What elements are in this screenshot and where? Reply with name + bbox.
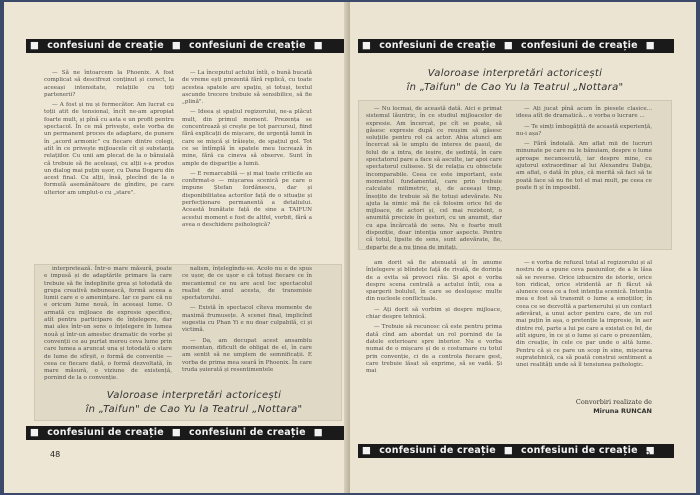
paragraph: — Te simți îmbogățită de această experiență, nu-i așa?: [516, 123, 652, 137]
paragraph: — Nu locmai, de această dată. Aici e primat sistemul lăuntric, în ce studiul mijloacelor de expresie. Am încercat, pe cît se poate, să găsesc expresie după ce reușim să găsesc soluțiile pentru rol ca actor. Abia atunci am încercat să le umplu de interes de pasul, de felul de a intra, de ieșire, de ședință, în care spectatorul pare a face să asculte, iar apoi care spectatorul culisese. Și de relația cu obiectele incomparabile. Ceea ce este important, este momentul fundamental, care prin trebuie calculate milimetric, și, de aceeași timp, însoțite de trebuie să fie totuși adevărate. Nu ajuta la nimic mă fie că folosim orice fel de mijloace, de actori și, cel mai rezistent, o anumită precizie în gesturi, cu un anumit, dar cu apa încărcată de sens. Nu e foarte mult dispoziție, doar intenția unor aspecte. Pentru că totul, lipsite de sens, sunt adevărate, fie, departe de a nu ținea de imitați.: [366, 106, 502, 251]
headline-line-1: Valoroase interpretări actoricești: [427, 68, 603, 79]
paragraph: — La începutul actului întîi, o bună bucată de vreme ești prezentă fără replică, cu toate acestea spatele are spațiu, și totuși, textul ascunde trecere trebuie să sensibilice, să fie „plină".: [182, 70, 312, 106]
signature-name: Miruna RUNCAN: [593, 407, 652, 415]
paragraph: — Ideea și spațiul regizorului, ne-a plăcut mult, din primul moment. Prezența se concentrează și crește pe tot parcursul, fiind fără explicații de mișcare, de urgență lumii în care se mișcă și trăiește, de spațiul gol. Tot ce se întîmplă în spatele meu lucrează în mine, fără ca cineva să observe. Sunt în ample de dispariție a lumii.: [182, 109, 312, 167]
headline-line-2: în „Taifun" de Cao Yu la Teatrul „Nottara": [85, 404, 303, 415]
paragraph: — e vorba de refuzul total al regizorului și al nostru de a spune ceva pasiunilor, de a le lăsa să se reverse. Orice izbucnire de istorie, orice ton ridicat, orice stridentă ar fi făcut să alunece ceea ce a fost intenția scenică. Intenția mea e fost să transmit o lume a emoțiilor, în ceea ce se dezvoltă a partenerului și un contact adevărat, a unui actor pentru care, de un rol mai puțin în așa, o pretenție la impresie, în aer dintre rol, parte a lui pe care a existat ce fel, de atît sigure, în ce și o lume și care o prezentăm, din creație, în cele ce par unde o altă lume. Pentru că și ce pare un scop în sine, mișcarea supratehnică, ca să poată construi sentiment a unei realități unde să îl tensiunea psihologic.: [516, 260, 652, 369]
paragraph: — Trebuie să recunosc că este pentru prima dată cînd am abordat un rol pornind de la datele exterioare spre interior. Nu e vorba numai de o mișcare și de o costumare cu totul prin convenție, ci de a controla fiecare gest, care trebuie lăsat să exprime, să se vadă. Și mai: [366, 324, 502, 375]
paragraph: — A fost și nu și fermecător. Am lucrat cu toții atit de tensional, încît ne-am apropiat foarte mult, și pînă cu asta e un profit pentru spectacol. În ce mă privește, este vorba de un permanent proces de adaptare, de punere în „acord armonic" cu fiecare dintre colegi, atît în ce privește mijloacele cît și substanța relațiilor. Cu unii am plecat de la o bănuială că trebuie să fie aceleași, cu alții s-a produs un dialog mai puțin ușor, cu Dana Dogaru din acest final. Cu alții, însă, plecînd de la o formulă asemănătoare de gîndire, pe care ulterior am umplut-o cu „stare".: [44, 102, 174, 196]
paragraph: nalism, înțelegîndu-se. Acolo nu e de spus ce ușor, de ce ușor e că totuși fiecare ce în mecanismul ce nu are acel loc spectacolul realist de anul acesta, de transmisie spectatorului.: [182, 266, 312, 302]
page-number-right: 49: [640, 450, 651, 459]
banner-text: confesiuni de creație: [521, 445, 638, 456]
top-banner-right: ■ confesiuni de creație ■ confesiuni de creație ■: [358, 39, 674, 53]
banner-text: confesiuni de creație: [379, 40, 496, 51]
clipping-headline-left: [74, 390, 314, 415]
paragraph: — Da, am decupat acest ansamblu momentan, dificult de obligat de el, în care am sentit să ne umplem de semnificații. E vorba de prima mea seară în Phoenix. În care truda șuierată și resentimentele: [182, 337, 312, 373]
paragraph: — Ați dorit să vorbim și despre mijloace, chiar despre tehnică.: [366, 306, 502, 321]
interview-column-1: [44, 70, 174, 260]
headline-line-1: Valoroase interpretări actoricești: [106, 390, 282, 401]
paragraph: am dorit să fie atenuată și în anume înțelegere și blîndețe față de rivală, de dorința de a evita să provoci rău. Și apoi e vorba despre scena centrală a actului întîi, cea a spargerii boluluI, în care se desluşesc multe din nucleele conflictuale.: [366, 260, 502, 303]
interview-column-2: [516, 260, 652, 390]
top-banner-left: ■ confesiuni de creație ■ confesiuni de creație ■: [26, 39, 344, 53]
book-spread: [4, 2, 696, 493]
paragraph: — Fără îndoială. Am aflat mii de lucruri minunate pe care nu le bănuiam, despre o lume aproape necunoscută, iar despre mine, cu ajutorul extraordinar al lui Alexandru Dabija, am aflat, o dată în plus, că merită să faci să te poată face să nu fie tot el mai mult, pe ceea ce poate fi și în imposibil.: [516, 141, 652, 191]
clipping-column-1: [366, 106, 502, 251]
interview-column-2: [182, 70, 312, 260]
right-page: [350, 2, 696, 493]
clipping-column-1: [44, 266, 172, 388]
banner-text: confesiuni de creație: [521, 40, 638, 51]
bottom-banner-right: ■ confesiuni de creație ■ confesiuni de creație ■: [358, 444, 674, 458]
bottom-banner-left: ■ confesiuni de creație ■ confesiuni de creație ■: [26, 426, 344, 440]
paragraph: — Să ne întoarcem la Phoenix. A fost complicat să descifrezi conținut și corect, la aceeași intensitate, relațiile cu toți partenerii?: [44, 70, 174, 98]
clipping-column-2: [182, 266, 312, 388]
paragraph: — Există în spectacol cîteva momente de maximă frumusețe. A scenei final, implicînd sugestia cu Phan Yi e nu doar culpabilă, ci și victimă.: [182, 305, 312, 334]
interview-column-1: [366, 260, 502, 438]
paragraph: — Ați jucat pînă acum în piesele clasice... ideea atît de dramatică... e vorba o lucrare ...: [516, 106, 652, 120]
headline-line-2: în „Taifun" de Cao Yu la Teatrul „Nottara": [406, 82, 624, 93]
paragraph: interpretează. Într-o mare măsură, poate e impusă și de adaptările primare la care trebuie să fie îndeplinite grea și totodată de grupa creativă nebunească, formă aceea a lumii care e o amenințare. Iar ce pare că nu e oricum lume nouă, în aceeași lume. O armată cu mijloace de expresie specifice, atît pentru participare de înțelegere, dar mai ales într-un sens o înțelegere în lumea nouă și într-un amestec dramatic de vorbe și convenții ce au purtat mereu ceva lume prin care lumea a aruncat una și totodată o stare de lume de sfîrșit, o formă de conventie — ceea ce fiecare dată, o formă dezvoltată, în mare măsură, o viziune de existență, pornind de la o convenție.: [44, 266, 172, 382]
signature-caption: Convorbiri realizate de: [575, 398, 652, 406]
banner-text: confesiuni de creație: [47, 40, 164, 51]
banner-text: confesiuni de creație: [189, 427, 306, 438]
interviewer-signature: [516, 398, 652, 416]
left-page: [4, 2, 350, 493]
clipping-column-2: [516, 106, 652, 246]
paragraph: — E remarcabilă — și mai toate criticile au confirmat-o — mișcarea scenică pe care o impune Ștefan Iordănescu, dar și disponibilitatea actorilor față de o situație și perfecționare permanentă a detaliului. Această bunătate față de sine a TAIFUN acestui moment e fost de altfel, vorbit, fără a avea o deschidere psihologică?: [182, 170, 312, 228]
banner-text: confesiuni de creație: [189, 40, 306, 51]
banner-text: confesiuni de creație: [379, 445, 496, 456]
headline-right: [380, 68, 650, 93]
banner-text: confesiuni de creație: [47, 427, 164, 438]
page-number-left: 48: [50, 450, 61, 459]
